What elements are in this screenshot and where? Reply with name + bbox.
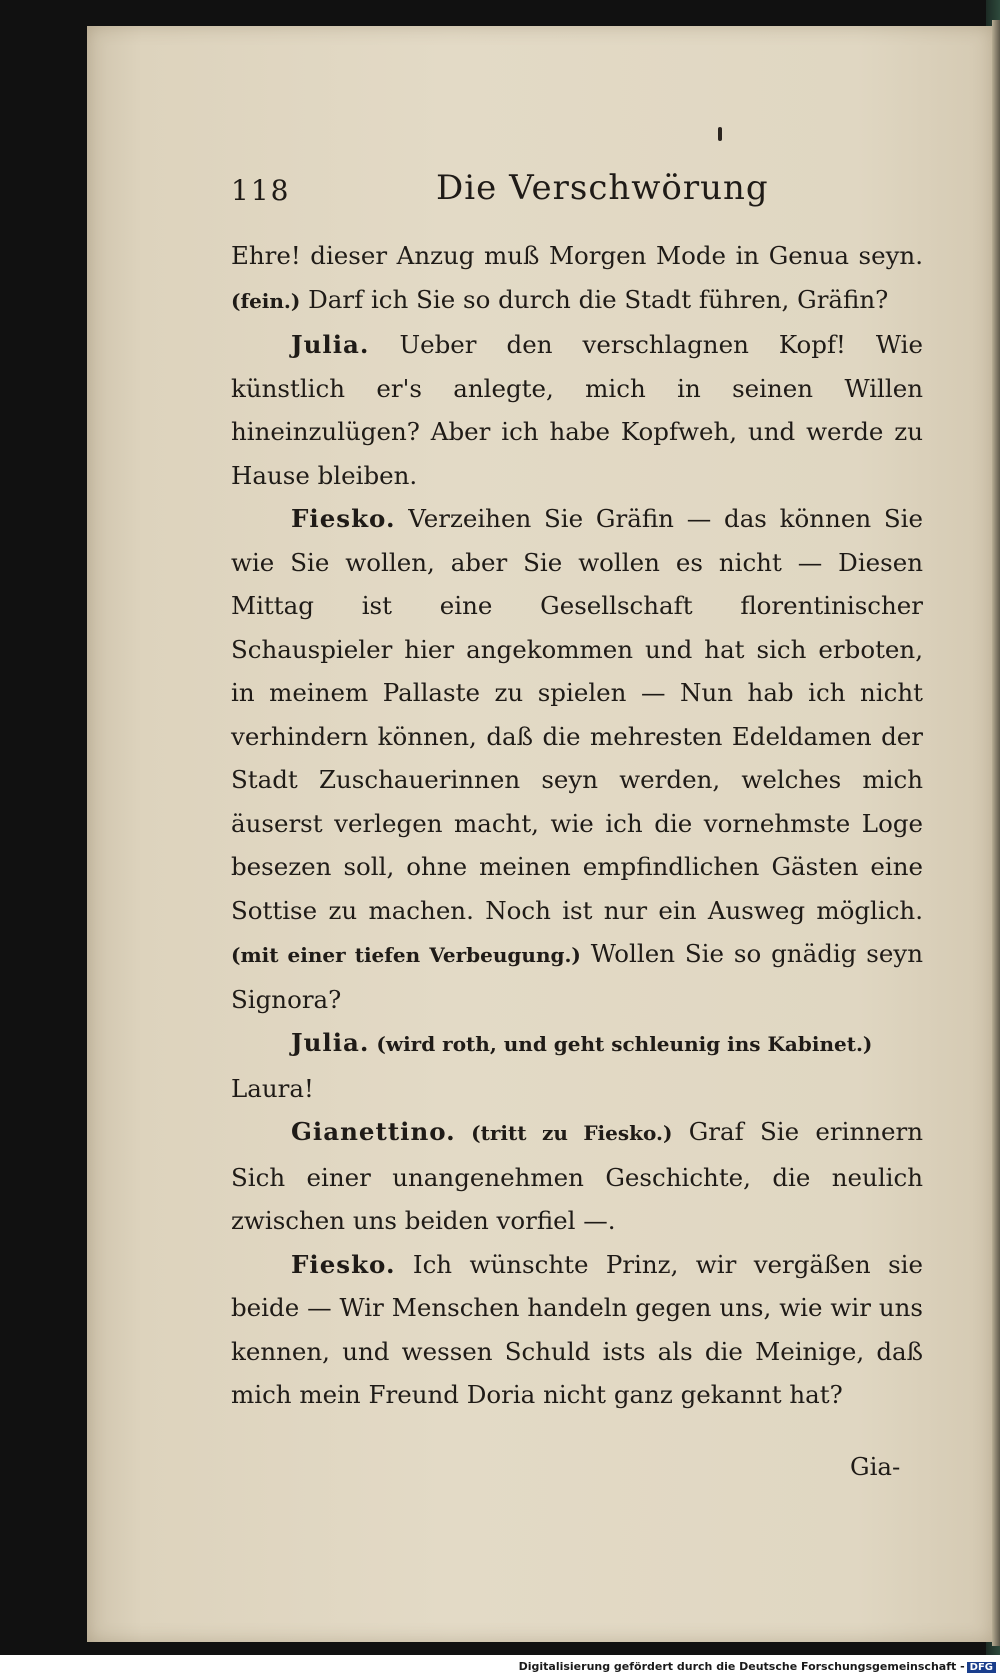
speech-text: Wollen Sie so gnädig seyn Signora? [231, 939, 923, 1014]
continuation-paragraph [231, 234, 923, 323]
speaker-name: Fiesko. [291, 1249, 396, 1279]
text-segment: Darf ich Sie so durch die Stadt führen, Gräfin? [300, 284, 889, 314]
page-header [231, 168, 931, 218]
speech-text: Ueber den verschlagnen Kopf! Wie künstlich er's anlegte, mich in seinen Willen hineinzulügen? Aber ich habe Kopfweh, und werde zu Hause bleiben. [231, 330, 923, 490]
dfg-logo: DFG [967, 1662, 996, 1673]
speech-julia-1 [231, 323, 923, 497]
stage-direction: (wird roth, und geht schleunig ins Kabinet.) [369, 1032, 873, 1056]
speech-text: Laura! [231, 1073, 314, 1103]
page-edge [992, 20, 1000, 1646]
speaker-name: Julia. [291, 1028, 370, 1057]
stage-direction: (mit einer tiefen Verbeugung.) [231, 943, 581, 967]
speech-gianettino [231, 1110, 923, 1243]
speech-julia-2 [231, 1021, 923, 1110]
stage-direction: (tritt zu Fiesko.) [455, 1121, 673, 1145]
speaker-name: Julia. [291, 330, 370, 359]
speaker-name: Fiesko. [291, 504, 396, 533]
page-number: 118 [231, 174, 291, 207]
speech-text: Verzeihen Sie Gräfin — das können Sie wie Sie wollen, aber Sie wollen es nicht — Diesen Mittag ist eine Gesellschaft florentinischer Schauspieler hier angekommen und hat sich erboten, in meinem Pallaste zu spielen — Nun hab ich nicht verhindern können, daß die mehresten Edeldamen der Stadt Zuschauerinnen seyn werden, welches mich äuserst verlegen macht, wie ich die vornehmste Loge besezen soll, ohne meinen empfindlichen Gästen eine Sottise zu machen. Noch ist nur ein Ausweg möglich. [231, 504, 923, 925]
running-title: Die Verschwörung [436, 168, 769, 208]
body-text [231, 234, 923, 1417]
speaker-name: Gianettino. [291, 1117, 456, 1146]
text-segment: Ehre! dieser Anzug muß Morgen Mode in Genua seyn. [231, 241, 923, 270]
speech-fiesko-2 [231, 1243, 923, 1417]
stage-direction: (fein.) [231, 288, 301, 313]
catchword: Gia- [850, 1452, 901, 1481]
speech-text: Graf Sie erinnern Sich einer unangenehmen Geschichte, die neulich zwischen uns beiden vorfiel —. [231, 1117, 923, 1235]
ink-mark [718, 127, 722, 141]
credit-text: Digitalisierung gefördert durch die Deutsche Forschungsgemeinschaft - [518, 1660, 965, 1673]
speech-fiesko-1 [231, 497, 923, 1021]
digitization-credit [519, 1660, 996, 1673]
speech-text: Ich wünschte Prinz, wir vergäßen sie beide — Wir Menschen handeln gegen uns, wie wir uns kennen, und wessen Schuld ists als die Meinige, daß mich mein Freund Doria nicht ganz gekannt hat? [231, 1249, 923, 1409]
